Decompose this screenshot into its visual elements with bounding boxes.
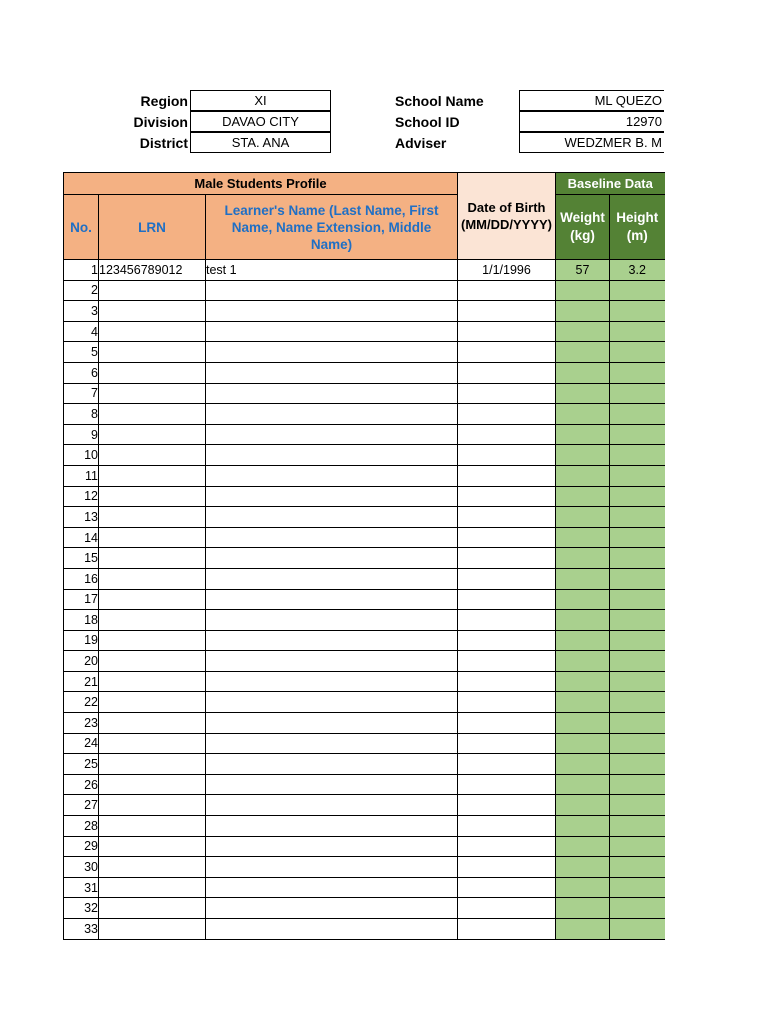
learner-name-cell[interactable] — [206, 342, 458, 363]
table-row — [64, 692, 665, 713]
date-of-birth-cell[interactable] — [458, 713, 556, 734]
date-of-birth-cell[interactable] — [458, 919, 556, 940]
height-cell[interactable] — [610, 362, 665, 383]
lrn-cell[interactable] — [99, 610, 206, 631]
lrn-cell[interactable] — [99, 898, 206, 919]
date-of-birth-cell[interactable] — [458, 527, 556, 548]
date-of-birth-cell[interactable] — [458, 486, 556, 507]
lrn-cell[interactable] — [99, 383, 206, 404]
date-of-birth-cell[interactable] — [458, 362, 556, 383]
learner-name-cell[interactable] — [206, 692, 458, 713]
date-of-birth-cell[interactable] — [458, 610, 556, 631]
row-number-cell[interactable]: 24 — [64, 733, 99, 754]
table-row — [64, 919, 665, 940]
learner-name-cell[interactable] — [206, 465, 458, 486]
height-cell[interactable] — [610, 733, 665, 754]
row-number-cell[interactable]: 14 — [64, 527, 99, 548]
lrn-cell[interactable] — [99, 404, 206, 425]
table-row — [64, 507, 665, 528]
weight-column-header: Weight (kg) — [556, 195, 610, 260]
learner-name-cell[interactable] — [206, 774, 458, 795]
learner-name-cell[interactable] — [206, 527, 458, 548]
height-cell[interactable] — [610, 527, 665, 548]
row-number-cell[interactable]: 2 — [64, 280, 99, 301]
height-cell[interactable] — [610, 919, 665, 940]
lrn-cell[interactable] — [99, 362, 206, 383]
lrn-cell[interactable] — [99, 548, 206, 569]
table-row — [64, 465, 665, 486]
lrn-cell[interactable] — [99, 486, 206, 507]
weight-cell[interactable] — [556, 857, 610, 878]
learner-name-cell[interactable] — [206, 404, 458, 425]
lrn-cell[interactable] — [99, 816, 206, 837]
weight-cell[interactable] — [556, 301, 610, 322]
height-cell[interactable] — [610, 877, 665, 898]
date-of-birth-cell[interactable] — [458, 445, 556, 466]
school-id-field[interactable]: 12970 — [519, 111, 664, 132]
height-cell[interactable] — [610, 548, 665, 569]
learner-name-cell[interactable] — [206, 301, 458, 322]
height-cell[interactable] — [610, 321, 665, 342]
date-of-birth-cell[interactable] — [458, 383, 556, 404]
date-of-birth-cell[interactable] — [458, 754, 556, 775]
row-number-cell[interactable]: 18 — [64, 610, 99, 631]
table-row — [64, 342, 665, 363]
district-field[interactable]: STA. ANA — [190, 132, 331, 153]
lrn-cell[interactable] — [99, 465, 206, 486]
height-cell[interactable] — [610, 404, 665, 425]
weight-cell[interactable] — [556, 507, 610, 528]
table-row — [64, 280, 665, 301]
row-number-cell[interactable]: 4 — [64, 321, 99, 342]
row-number-cell[interactable]: 12 — [64, 486, 99, 507]
weight-cell[interactable] — [556, 568, 610, 589]
row-number-cell[interactable]: 27 — [64, 795, 99, 816]
row-number-cell[interactable]: 5 — [64, 342, 99, 363]
height-cell[interactable] — [610, 383, 665, 404]
date-of-birth-cell[interactable] — [458, 816, 556, 837]
weight-cell[interactable] — [556, 589, 610, 610]
row-number-cell[interactable]: 6 — [64, 362, 99, 383]
table-row — [64, 548, 665, 569]
adviser-field[interactable]: WEDZMER B. M — [519, 132, 664, 153]
school-name-label: School Name — [395, 93, 484, 109]
date-of-birth-cell[interactable] — [458, 568, 556, 589]
weight-cell[interactable] — [556, 465, 610, 486]
date-of-birth-cell[interactable] — [458, 301, 556, 322]
height-cell[interactable] — [610, 486, 665, 507]
date-of-birth-cell[interactable] — [458, 404, 556, 425]
height-cell[interactable] — [610, 651, 665, 672]
height-cell[interactable] — [610, 795, 665, 816]
learner-name-cell[interactable] — [206, 321, 458, 342]
lrn-cell[interactable] — [99, 836, 206, 857]
weight-cell[interactable] — [556, 816, 610, 837]
height-cell[interactable] — [610, 836, 665, 857]
height-column-header: Height (m) — [610, 195, 665, 260]
date-of-birth-cell[interactable] — [458, 280, 556, 301]
learner-name-cell[interactable] — [206, 507, 458, 528]
date-of-birth-cell[interactable] — [458, 774, 556, 795]
lrn-cell[interactable] — [99, 754, 206, 775]
row-number-cell[interactable]: 15 — [64, 548, 99, 569]
table-row — [64, 260, 665, 281]
weight-cell[interactable] — [556, 548, 610, 569]
weight-cell[interactable] — [556, 404, 610, 425]
learner-name-cell[interactable] — [206, 486, 458, 507]
learner-name-cell[interactable] — [206, 610, 458, 631]
no-column-header: No. — [64, 195, 99, 260]
height-cell[interactable] — [610, 692, 665, 713]
row-number-cell[interactable]: 25 — [64, 754, 99, 775]
date-of-birth-cell[interactable] — [458, 692, 556, 713]
adviser-label: Adviser — [395, 135, 447, 151]
date-of-birth-cell[interactable] — [458, 733, 556, 754]
date-of-birth-cell[interactable] — [458, 507, 556, 528]
learner-name-cell[interactable] — [206, 362, 458, 383]
height-cell[interactable] — [610, 754, 665, 775]
table-row — [64, 877, 665, 898]
table-row — [64, 651, 665, 672]
table-row — [64, 610, 665, 631]
table-row — [64, 836, 665, 857]
date-of-birth-cell[interactable] — [458, 898, 556, 919]
row-number-cell[interactable]: 32 — [64, 898, 99, 919]
table-row — [64, 404, 665, 425]
weight-cell[interactable] — [556, 630, 610, 651]
learner-name-cell[interactable] — [206, 816, 458, 837]
weight-cell[interactable] — [556, 362, 610, 383]
row-number-cell[interactable]: 7 — [64, 383, 99, 404]
row-number-cell[interactable]: 8 — [64, 404, 99, 425]
learner-name-cell[interactable] — [206, 280, 458, 301]
table-row — [64, 857, 665, 878]
weight-cell[interactable] — [556, 733, 610, 754]
table-row — [64, 713, 665, 734]
height-cell[interactable] — [610, 713, 665, 734]
learner-name-cell[interactable] — [206, 919, 458, 940]
table-row — [64, 445, 665, 466]
learner-name-cell[interactable] — [206, 383, 458, 404]
row-number-cell[interactable]: 26 — [64, 774, 99, 795]
lrn-cell[interactable] — [99, 651, 206, 672]
lrn-cell[interactable] — [99, 857, 206, 878]
weight-cell[interactable] — [556, 754, 610, 775]
height-cell[interactable]: 3.2 — [610, 260, 665, 281]
date-of-birth-cell[interactable] — [458, 857, 556, 878]
weight-cell[interactable] — [556, 527, 610, 548]
lrn-cell[interactable] — [99, 527, 206, 548]
table-row — [64, 733, 665, 754]
date-of-birth-cell[interactable] — [458, 548, 556, 569]
division-field[interactable]: DAVAO CITY — [190, 111, 331, 132]
table-row — [64, 527, 665, 548]
learner-name-cell[interactable] — [206, 589, 458, 610]
table-row — [64, 671, 665, 692]
height-cell[interactable] — [610, 630, 665, 651]
date-of-birth-cell[interactable] — [458, 424, 556, 445]
table-row — [64, 424, 665, 445]
height-cell[interactable] — [610, 424, 665, 445]
learner-name-cell[interactable] — [206, 424, 458, 445]
weight-cell[interactable] — [556, 321, 610, 342]
school-id-label: School ID — [395, 114, 460, 130]
weight-cell[interactable] — [556, 342, 610, 363]
height-cell[interactable] — [610, 774, 665, 795]
weight-cell[interactable] — [556, 836, 610, 857]
weight-cell[interactable] — [556, 445, 610, 466]
table-row — [64, 568, 665, 589]
row-number-cell[interactable]: 21 — [64, 671, 99, 692]
learner-name-column-header: Learner's Name (Last Name, First Name, Name Extension, Middle Name) — [206, 195, 458, 260]
date-of-birth-cell[interactable] — [458, 836, 556, 857]
table-row — [64, 486, 665, 507]
date-of-birth-cell[interactable] — [458, 671, 556, 692]
height-cell[interactable] — [610, 816, 665, 837]
weight-cell[interactable] — [556, 424, 610, 445]
school-name-field[interactable]: ML QUEZO — [519, 90, 664, 111]
learner-name-cell[interactable] — [206, 877, 458, 898]
weight-cell[interactable] — [556, 774, 610, 795]
height-cell[interactable] — [610, 301, 665, 322]
row-number-cell[interactable]: 13 — [64, 507, 99, 528]
lrn-cell[interactable] — [99, 321, 206, 342]
row-number-cell[interactable]: 16 — [64, 568, 99, 589]
weight-cell[interactable] — [556, 713, 610, 734]
table-row — [64, 321, 665, 342]
lrn-cell[interactable] — [99, 919, 206, 940]
row-number-cell[interactable]: 17 — [64, 589, 99, 610]
learner-name-cell[interactable] — [206, 651, 458, 672]
learner-name-cell[interactable] — [206, 671, 458, 692]
lrn-cell[interactable] — [99, 568, 206, 589]
lrn-cell[interactable] — [99, 445, 206, 466]
date-of-birth-cell[interactable] — [458, 465, 556, 486]
height-cell[interactable] — [610, 568, 665, 589]
height-cell[interactable] — [610, 465, 665, 486]
learner-name-cell[interactable] — [206, 548, 458, 569]
weight-cell[interactable] — [556, 795, 610, 816]
lrn-cell[interactable] — [99, 507, 206, 528]
row-number-cell[interactable]: 19 — [64, 630, 99, 651]
male-students-table — [63, 172, 665, 940]
row-number-cell[interactable]: 23 — [64, 713, 99, 734]
learner-name-cell[interactable] — [206, 836, 458, 857]
learner-name-cell[interactable] — [206, 733, 458, 754]
lrn-cell[interactable] — [99, 342, 206, 363]
row-number-cell[interactable]: 3 — [64, 301, 99, 322]
lrn-cell[interactable] — [99, 774, 206, 795]
learner-name-cell[interactable] — [206, 630, 458, 651]
row-number-cell[interactable]: 22 — [64, 692, 99, 713]
height-cell[interactable] — [610, 342, 665, 363]
height-cell[interactable] — [610, 898, 665, 919]
division-label: Division — [133, 114, 188, 130]
lrn-cell[interactable] — [99, 713, 206, 734]
row-number-cell[interactable]: 1 — [64, 260, 99, 281]
learner-name-cell[interactable] — [206, 857, 458, 878]
height-cell[interactable] — [610, 280, 665, 301]
date-of-birth-cell[interactable]: 1/1/1996 — [458, 260, 556, 281]
table-row — [64, 589, 665, 610]
row-number-cell[interactable]: 30 — [64, 857, 99, 878]
weight-cell[interactable] — [556, 919, 610, 940]
lrn-cell[interactable] — [99, 733, 206, 754]
date-of-birth-cell[interactable] — [458, 321, 556, 342]
table-row — [64, 816, 665, 837]
baseline-data-header: Baseline Data — [556, 173, 665, 195]
weight-cell[interactable] — [556, 877, 610, 898]
learner-name-cell[interactable] — [206, 795, 458, 816]
region-field[interactable]: XI — [190, 90, 331, 111]
row-number-cell[interactable]: 29 — [64, 836, 99, 857]
lrn-cell[interactable] — [99, 424, 206, 445]
weight-cell[interactable] — [556, 651, 610, 672]
learner-name-cell[interactable] — [206, 898, 458, 919]
weight-cell[interactable]: 57 — [556, 260, 610, 281]
weight-cell[interactable] — [556, 383, 610, 404]
height-cell[interactable] — [610, 589, 665, 610]
height-cell[interactable] — [610, 507, 665, 528]
height-cell[interactable] — [610, 445, 665, 466]
date-of-birth-cell[interactable] — [458, 342, 556, 363]
lrn-cell[interactable] — [99, 589, 206, 610]
row-number-cell[interactable]: 9 — [64, 424, 99, 445]
table-row — [64, 362, 665, 383]
row-number-cell[interactable]: 20 — [64, 651, 99, 672]
row-number-cell[interactable]: 10 — [64, 445, 99, 466]
table-row — [64, 754, 665, 775]
male-students-profile-header: Male Students Profile — [64, 173, 458, 195]
weight-cell[interactable] — [556, 898, 610, 919]
lrn-cell[interactable]: 123456789012 — [99, 260, 206, 281]
learner-name-cell[interactable]: test 1 — [206, 260, 458, 281]
table-row — [64, 795, 665, 816]
row-number-cell[interactable]: 33 — [64, 919, 99, 940]
lrn-cell[interactable] — [99, 301, 206, 322]
lrn-cell[interactable] — [99, 795, 206, 816]
learner-name-cell[interactable] — [206, 713, 458, 734]
lrn-cell[interactable] — [99, 630, 206, 651]
learner-name-cell[interactable] — [206, 754, 458, 775]
table-row — [64, 898, 665, 919]
lrn-column-header: LRN — [99, 195, 206, 260]
row-number-cell[interactable]: 11 — [64, 465, 99, 486]
weight-cell[interactable] — [556, 671, 610, 692]
date-of-birth-cell[interactable] — [458, 589, 556, 610]
date-of-birth-cell[interactable] — [458, 795, 556, 816]
date-of-birth-header: Date of Birth (MM/DD/YYYY) — [458, 173, 556, 260]
date-of-birth-cell[interactable] — [458, 877, 556, 898]
lrn-cell[interactable] — [99, 877, 206, 898]
weight-cell[interactable] — [556, 610, 610, 631]
height-cell[interactable] — [610, 671, 665, 692]
weight-cell[interactable] — [556, 486, 610, 507]
district-label: District — [139, 135, 188, 151]
weight-cell[interactable] — [556, 280, 610, 301]
table-row — [64, 630, 665, 651]
table-row — [64, 383, 665, 404]
lrn-cell[interactable] — [99, 280, 206, 301]
table-row — [64, 301, 665, 322]
lrn-cell[interactable] — [99, 692, 206, 713]
region-label: Region — [140, 93, 188, 109]
lrn-cell[interactable] — [99, 671, 206, 692]
date-of-birth-cell[interactable] — [458, 630, 556, 651]
learner-name-cell[interactable] — [206, 568, 458, 589]
date-of-birth-cell[interactable] — [458, 651, 556, 672]
height-cell[interactable] — [610, 610, 665, 631]
row-number-cell[interactable]: 28 — [64, 816, 99, 837]
table-row — [64, 774, 665, 795]
row-number-cell[interactable]: 31 — [64, 877, 99, 898]
height-cell[interactable] — [610, 857, 665, 878]
learner-name-cell[interactable] — [206, 445, 458, 466]
weight-cell[interactable] — [556, 692, 610, 713]
